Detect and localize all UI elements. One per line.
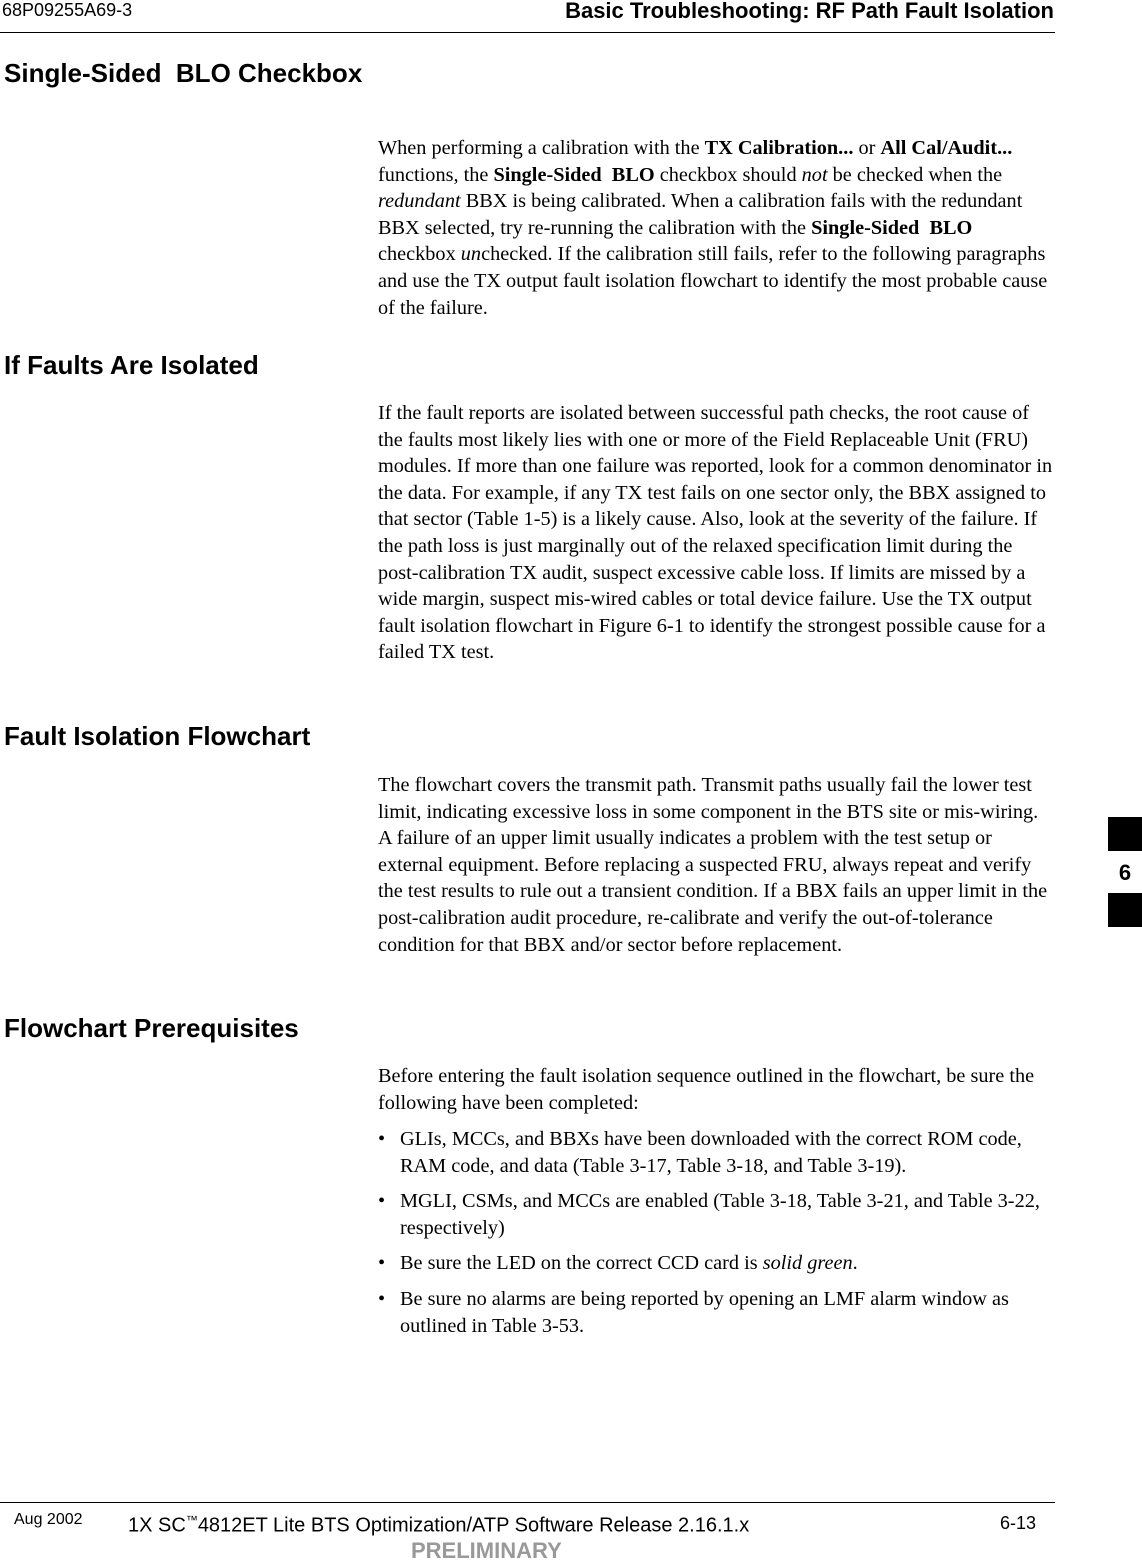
page-header-title: Basic Troubleshooting: RF Path Fault Isolation: [565, 0, 1054, 23]
bullet-icon: •: [378, 1252, 386, 1275]
faults-isolated-paragraph: If the fault reports are isolated between successful path checks, the root cause of the faults most likely lies with one or more of the Field Replaceable Unit (FRU) modules. If more than one failure was reported, look for a common denominator in the data. For example, if any TX test fails on one sector only, the BBX assigned to that sector (Table 1-5) is a likely cause. Also, look at the severity of the failure. If the path loss is just marginally out of the relaxed specification limit during the post-calibration TX audit, suspect excessive cable loss. If limits are missed by a wide margin, suspect mis-wired cables or total device failure. Use the TX output fault isolation flowchart in Figure 6-1 to identify the strongest possible cause for a failed TX test.: [378, 402, 1053, 664]
flowchart-paragraph: The flowchart covers the transmit path. Transmit paths usually fail the lower test limit, indicating excessive loss in some component in the BTS site or mis-wiring. A failure of an upper limit usually indicates a problem with the test setup or external equipment. Before replacing a suspected FRU, always repeat and verify the test results to rule out a transient condition. If a BBX fails an upper limit in the post-calibration audit procedure, re-calibrate and verify the out-of-tolerance condition for that BBX and/or sector before replacement.: [378, 774, 1048, 956]
list-item: • GLIs, MCCs, and BBXs have been downloaded with the correct ROM code, RAM code, and data (Table 3-17, Table 3-18, and Table 3-19).: [378, 1128, 1022, 1177]
footer-page-number: 6-13: [1000, 1513, 1037, 1533]
footer-product: 1X SC™4812ET Lite BTS Optimization/ATP Software Release 2.16.1.x: [128, 1513, 750, 1537]
prerequisites-list: [378, 1126, 1054, 1348]
document-number: 68P09255A69-3: [2, 0, 133, 20]
chapter-tab-bottom-block: [1108, 893, 1142, 927]
heading-fault-isolation-flowchart: Fault Isolation Flowchart: [4, 721, 311, 751]
heading-faults-isolated: If Faults Are Isolated: [4, 350, 259, 380]
header-rule: [0, 32, 1055, 33]
footer-preliminary: PRELIMINARY: [411, 1538, 562, 1563]
footer-date: Aug 2002: [14, 1511, 83, 1528]
bullet-icon: •: [378, 1128, 386, 1150]
blo-paragraph: When performing a calibration with the TX Calibration... or All Cal/Audit... functions, the Single-Sided BLO checkbox should not be checked when the redundant BBX is being calibrated. When a calibration fails with the redundant BBX selected, try re-running the calibration with the Single-Sided BLO checkbox unchecked. If the calibration still fails, refer to the following paragraphs and use the TX output fault isolation flowchart to identify the most probable cause of the failure.: [378, 137, 1048, 319]
list-item: • MGLI, CSMs, and MCCs are enabled (Table 3-18, Table 3-21, and Table 3-22, respectively): [378, 1190, 1040, 1239]
bullet-icon: •: [378, 1287, 386, 1310]
heading-flowchart-prerequisites: Flowchart Prerequisites: [4, 1013, 299, 1043]
list-item: • Be sure the LED on the correct CCD card is solid green.: [378, 1250, 1054, 1277]
bullet-icon: •: [378, 1190, 386, 1213]
footer-rule: [0, 1502, 1055, 1503]
chapter-tab-number: 6: [1118, 860, 1132, 885]
prerequisites-intro: Before entering the fault isolation sequence outlined in the flowchart, be sure the following have been completed:: [378, 1065, 1035, 1114]
heading-blo-checkbox: Single-Sided BLO Checkbox: [4, 58, 363, 88]
list-item: • Be sure no alarms are being reported by opening an LMF alarm window as outlined in Table 3-53.: [378, 1287, 1009, 1337]
chapter-tab-top-block: [1108, 817, 1142, 851]
